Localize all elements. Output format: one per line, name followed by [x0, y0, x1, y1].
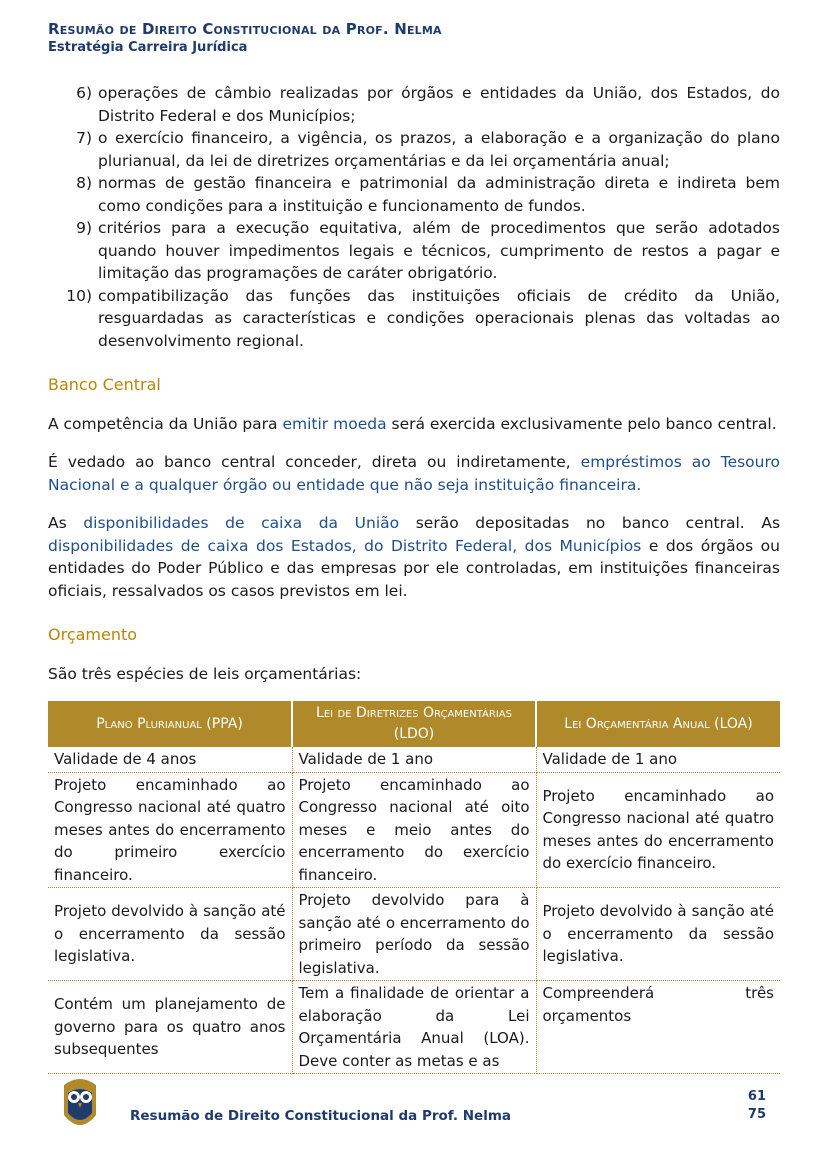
paragraph-vedado: É vedado ao banco central conceder, direta ou indiretamente, empréstimos ao Tesouro Nacional e a qualquer órgão ou entidade que não seja instituição financeira. [48, 453, 780, 494]
footer-text: Resumão de Direito Constitucional da Prof. Nelma [130, 1108, 512, 1124]
table-header-ldo: Lei de Diretrizes Orçamentárias (LDO) [292, 701, 536, 747]
table-cell: Projeto encaminhado ao Congresso nacional até quatro meses antes do encerramento do primeiro exercício financeiro. [48, 772, 292, 888]
leis-orcamentarias-table [48, 701, 780, 1074]
table-cell: Projeto encaminhado ao Congresso nacional até oito meses e meio antes do encerramento do exercício financeiro. [292, 772, 536, 888]
list-text: compatibilização das funções das instituições oficiais de crédito da União, resguardadas as características e condições operacionais plenas das voltadas ao desenvolvimento regional. [98, 286, 780, 350]
list-text: o exercício financeiro, a vigência, os prazos, a elaboração e a organização do plano plurianual, da lei de diretrizes orçamentárias e da lei orçamentária anual; [98, 129, 780, 170]
list-number: 8) [76, 174, 92, 192]
section-title-orcamento: Orçamento [48, 625, 138, 644]
page-number [748, 1088, 766, 1124]
table-row [48, 772, 780, 888]
list-text: normas de gestão financeira e patrimonial da administração direta e indireta bem como condições para a instituição e funcionamento de fundos. [98, 174, 780, 215]
list-item [48, 217, 780, 285]
table-header-ppa: Plano Plurianual (PPA) [48, 701, 292, 747]
table-cell: Projeto devolvido à sanção até o encerramento da sessão legislativa. [48, 888, 292, 981]
page-header [48, 20, 442, 55]
table-row [48, 888, 780, 981]
table-cell: Validade de 4 anos [48, 747, 292, 772]
list-item [48, 172, 780, 217]
section-title-banco-central: Banco Central [48, 375, 161, 394]
highlight-text: emitir moeda [282, 414, 387, 433]
highlight-text: disponibilidades de caixa dos Estados, do Distrito Federal, dos Municípios [48, 536, 642, 555]
list-number: 6) [76, 84, 92, 102]
list-item [48, 82, 780, 127]
list-text: operações de câmbio realizadas por órgãos e entidades da União, dos Estados, do Distrito Federal e dos Municípios; [98, 84, 780, 125]
table-cell: Projeto devolvido à sanção até o encerramento da sessão legislativa. [536, 888, 780, 981]
table-header-row [48, 701, 780, 747]
paragraph-disponibilidades: As disponibilidades de caixa da União serão depositadas no banco central. As disponibilidades de caixa dos Estados, do Distrito Federal, dos Municípios e dos órgãos ou entidades do Poder Público e das empresas por ele controladas, em instituições financeiras oficiais, ressalvados os casos previstos em lei. [48, 514, 781, 600]
table-row [48, 747, 780, 772]
highlight-text: disponibilidades de caixa da União [83, 514, 400, 532]
list-item [48, 127, 780, 172]
table-header-loa: Lei Orçamentária Anual (LOA) [536, 701, 780, 747]
current-page: 61 [747, 1089, 766, 1104]
table-cell: Compreenderá três orçamentos [536, 981, 780, 1074]
list-text: critérios para a execução equitativa, além de procedimentos que serão adotados quando houver impedimentos legais e técnicos, cumprimento de restos a pagar e limitação das programações de caráter obrigatório. [98, 219, 780, 282]
list-number: 7) [76, 129, 92, 147]
highlight-text: empréstimos ao Tesouro Nacional e a qualquer órgão ou entidade que não seja instituição financeira. [48, 453, 780, 494]
paragraph-emitir-moeda: A competência da União para emitir moeda será exercida exclusivamente pelo banco central. [48, 414, 777, 433]
owl-logo-icon [60, 1075, 100, 1135]
list-item [48, 285, 780, 353]
header-subtitle: Estratégia Carreira Jurídica [48, 40, 248, 55]
list-number: 9) [76, 219, 92, 237]
orcamento-intro: São três espécies de leis orçamentárias: [48, 664, 362, 683]
table-cell: Tem a finalidade de orientar a elaboração da Lei Orçamentária Anual (LOA). Deve conter as metas e as [292, 981, 536, 1074]
table-cell: Projeto encaminhado ao Congresso nacional até quatro meses antes do encerramento do exercício financeiro. [536, 772, 780, 888]
main-content [48, 82, 780, 1074]
table-cell: Projeto devolvido para à sanção até o encerramento do primeiro período da sessão legislativa. [292, 888, 536, 981]
header-title: Resumão de Direito Constitucional da Prof. Nelma [48, 20, 442, 38]
table-row [48, 981, 780, 1074]
list-number: 10) [66, 286, 92, 305]
numbered-list [48, 82, 780, 352]
table-cell: Validade de 1 ano [536, 747, 780, 772]
table-cell: Validade de 1 ano [292, 747, 536, 772]
total-pages: 75 [747, 1107, 766, 1122]
table-cell: Contém um planejamento de governo para os quatro anos subsequentes [48, 981, 292, 1074]
